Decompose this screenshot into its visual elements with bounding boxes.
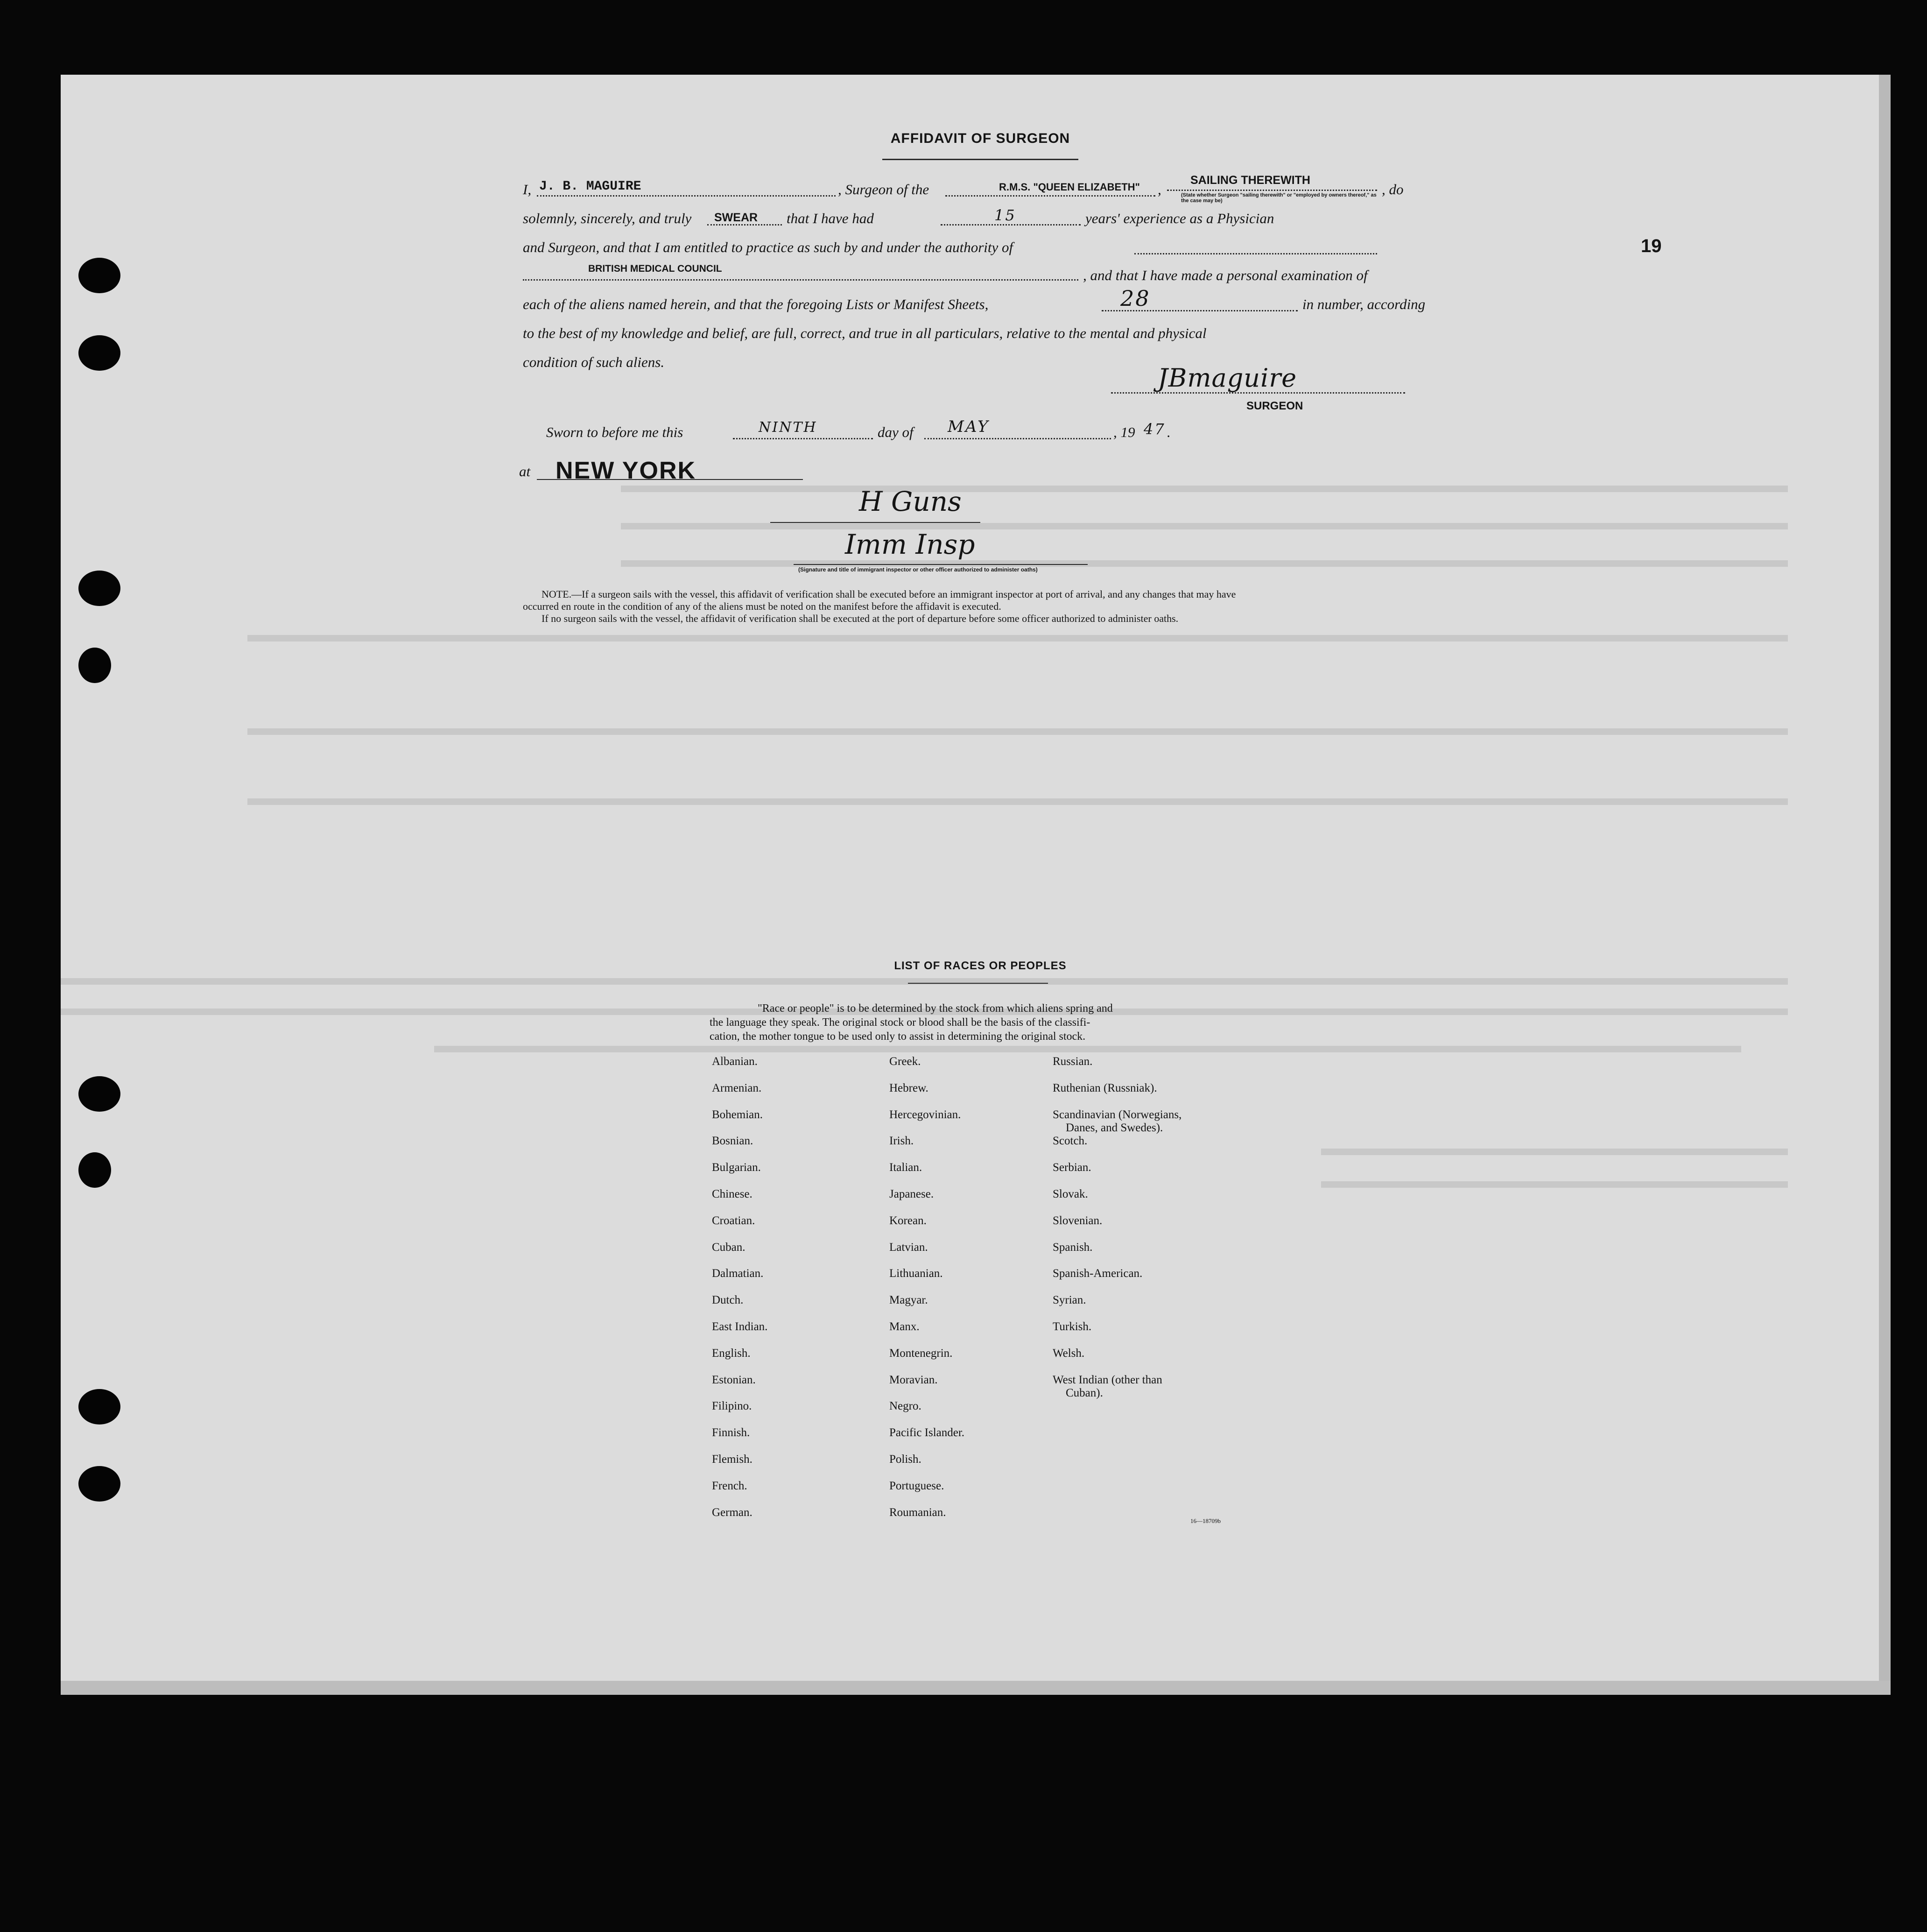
- line1-do: , do: [1382, 181, 1404, 197]
- race-item: Latvian.: [889, 1241, 928, 1254]
- note-line2: occurred en route in the condition of any of the aliens must be noted on the manifest before the affidavit is executed.: [523, 600, 1001, 612]
- years-experience: 15: [994, 206, 1016, 224]
- race-item: Polish.: [889, 1453, 921, 1466]
- inspector-caption-line: [794, 564, 1088, 565]
- sailing-status-line: [1167, 190, 1377, 191]
- inspector-caption: (Signature and title of immigrant inspector or other officer authorized to administer oaths): [798, 566, 1038, 573]
- manifest-page: [61, 75, 1879, 1681]
- sworn-month: MAY: [948, 417, 990, 436]
- manifest-sheet-count: 28: [1120, 286, 1151, 311]
- at-label: at: [519, 463, 531, 479]
- race-item: Moravian.: [889, 1373, 938, 1386]
- sailing-note: (State whether Surgeon "sailing therewith" or "employed by owners thereof," as the case may be): [1181, 192, 1377, 204]
- race-item: Cuban.: [712, 1241, 745, 1254]
- race-item: Filipino.: [712, 1400, 752, 1413]
- binding-hole: [78, 335, 120, 371]
- sworn-day-line: [733, 438, 873, 439]
- race-item: Croatian.: [712, 1214, 755, 1227]
- races-title: LIST OF RACES OR PEOPLES: [894, 959, 1067, 972]
- race-item: Scandinavian (Norwegians,: [1053, 1108, 1182, 1121]
- binding-hole: [78, 571, 120, 606]
- race-item: German.: [712, 1506, 753, 1519]
- race-item: Negro.: [889, 1400, 921, 1413]
- place-line: [537, 479, 803, 480]
- bleed-through-row: [1321, 1181, 1788, 1188]
- surgeon-label: SURGEON: [1246, 400, 1303, 412]
- inspector-signature-line: [770, 522, 980, 523]
- race-item: Portuguese.: [889, 1479, 944, 1492]
- bleed-through-row: [1321, 1149, 1788, 1155]
- sworn-label: Sworn to before me this: [546, 424, 683, 440]
- race-item: Greek.: [889, 1055, 921, 1068]
- note-line3: If no surgeon sails with the vessel, the affidavit of verification shall be executed at the port of departure before some officer authorized to administer oaths.: [542, 613, 1179, 624]
- line2-experience: years' experience as a Physician: [1085, 210, 1274, 226]
- race-item: Ruthenian (Russniak).: [1053, 1081, 1157, 1094]
- surgeon-signature: JBmaguire: [1158, 363, 1297, 393]
- sworn-year-suffix: 47: [1144, 420, 1166, 438]
- race-item: Cuban).: [1066, 1387, 1103, 1400]
- line5-text: each of the aliens named herein, and that the foregoing Lists or Manifest Sheets,: [523, 296, 989, 312]
- surgeon-of-label: , Surgeon of the: [838, 181, 929, 197]
- race-item: Japanese.: [889, 1188, 934, 1200]
- line1-i: I,: [523, 181, 532, 197]
- authority-line-start: [1134, 253, 1377, 254]
- binding-hole: [78, 648, 111, 683]
- race-item: East Indian.: [712, 1320, 768, 1333]
- sworn-day-of: day of: [878, 424, 914, 440]
- inspector-signature-title: Imm Insp: [845, 529, 975, 560]
- inspector-signature-name: H Guns: [859, 486, 962, 517]
- bleed-through-row: [621, 523, 1788, 529]
- sworn-year-prefix: , 19: [1113, 424, 1135, 440]
- binding-hole: [78, 1389, 120, 1424]
- race-item: Albanian.: [712, 1055, 758, 1068]
- surgeon-name: J. B. MAGUIRE: [539, 179, 641, 194]
- binding-hole: [78, 1152, 111, 1188]
- ship-name-line: [945, 195, 1155, 197]
- form-number: 16—18709b: [1190, 1517, 1221, 1524]
- race-item: Turkish.: [1053, 1320, 1092, 1333]
- line5-after: in number, according: [1302, 296, 1426, 312]
- bleed-through-row: [621, 560, 1788, 567]
- sheet-count-line: [1102, 310, 1298, 311]
- races-intro-1: "Race or people" is to be determined by the stock from which aliens spring and: [758, 1002, 1113, 1015]
- binding-hole: [78, 1076, 120, 1112]
- race-item: Italian.: [889, 1161, 922, 1174]
- page-edge-right: [1879, 75, 1891, 1690]
- bleed-through-row: [434, 1046, 1741, 1052]
- races-intro-2: the language they speak. The original stock or blood shall be the basis of the classifi-: [710, 1016, 1090, 1029]
- race-item: Korean.: [889, 1214, 927, 1227]
- surgeon-name-line: [537, 195, 836, 197]
- line7-text: condition of such aliens.: [523, 354, 665, 370]
- race-item: Scotch.: [1053, 1135, 1088, 1148]
- race-item: Montenegrin.: [889, 1347, 953, 1360]
- oath-type: SWEAR: [714, 211, 758, 224]
- oath-type-line: [707, 224, 782, 226]
- sailing-status: SAILING THEREWITH: [1190, 174, 1310, 187]
- race-item: Lithuanian.: [889, 1267, 943, 1280]
- race-item: Roumanian.: [889, 1506, 946, 1519]
- surgeon-signature-line: [1111, 392, 1405, 394]
- page-edge-bottom: [61, 1681, 1891, 1695]
- title-underline: [882, 159, 1078, 160]
- race-item: Hebrew.: [889, 1081, 928, 1094]
- sworn-day: NINTH: [759, 419, 817, 436]
- race-item: West Indian (other than: [1053, 1373, 1162, 1386]
- line2-solemnly: solemnly, sincerely, and truly: [523, 210, 692, 226]
- line2-that-had: that I have had: [787, 210, 874, 226]
- race-item: Irish.: [889, 1135, 914, 1148]
- race-item: Magyar.: [889, 1294, 928, 1307]
- race-item: Danes, and Swedes).: [1066, 1121, 1163, 1135]
- race-item: Spanish-American.: [1053, 1267, 1143, 1280]
- line4-text: , and that I have made a personal examination of: [1083, 267, 1368, 283]
- race-item: Bulgarian.: [712, 1161, 761, 1174]
- race-item: Spanish.: [1053, 1241, 1093, 1254]
- line6-text: to the best of my knowledge and belief, are full, correct, and true in all particulars, relative to the mental and physical: [523, 325, 1207, 341]
- race-item: Dalmatian.: [712, 1267, 764, 1280]
- race-item: Russian.: [1053, 1055, 1093, 1068]
- race-item: French.: [712, 1479, 747, 1492]
- bleed-through-row: [247, 635, 1788, 642]
- line1-comma: ,: [1158, 181, 1161, 197]
- bleed-through-row: [247, 728, 1788, 735]
- place-stamp: NEW YORK: [556, 457, 696, 484]
- race-item: Estonian.: [712, 1373, 756, 1386]
- licensing-authority: BRITISH MEDICAL COUNCIL: [588, 263, 722, 274]
- race-item: Bohemian.: [712, 1108, 763, 1121]
- race-item: English.: [712, 1347, 751, 1360]
- page-number: 19: [1641, 236, 1662, 256]
- race-item: Chinese.: [712, 1188, 753, 1200]
- years-line: [941, 224, 1081, 226]
- race-item: Bosnian.: [712, 1135, 753, 1148]
- binding-hole: [78, 1466, 120, 1502]
- races-title-underline: [908, 983, 1048, 984]
- sworn-month-line: [924, 438, 1111, 439]
- note-line1: NOTE.—If a surgeon sails with the vessel, this affidavit of verification shall be executed before an immigrant inspector at port of arrival, and any changes that may have: [542, 588, 1236, 600]
- race-item: Armenian.: [712, 1081, 762, 1094]
- line3-text: and Surgeon, and that I am entitled to practice as such by and under the authority of: [523, 239, 1013, 255]
- licensing-authority-line: [523, 279, 1078, 281]
- bleed-through-row: [621, 486, 1788, 492]
- race-item: Slovak.: [1053, 1188, 1088, 1200]
- binding-hole: [78, 258, 120, 293]
- race-item: Finnish.: [712, 1426, 750, 1439]
- race-item: Manx.: [889, 1320, 920, 1333]
- race-item: Syrian.: [1053, 1294, 1086, 1307]
- bleed-through-row: [247, 798, 1788, 805]
- race-item: Dutch.: [712, 1294, 744, 1307]
- race-item: Welsh.: [1053, 1347, 1085, 1360]
- race-item: Hercegovinian.: [889, 1108, 961, 1121]
- race-item: Flemish.: [712, 1453, 753, 1466]
- race-item: Slovenian.: [1053, 1214, 1103, 1227]
- affidavit-title: AFFIDAVIT OF SURGEON: [890, 131, 1070, 146]
- ship-name: R.M.S. "QUEEN ELIZABETH": [999, 181, 1140, 193]
- sworn-end: .: [1167, 424, 1171, 440]
- race-item: Serbian.: [1053, 1161, 1091, 1174]
- races-intro-3: cation, the mother tongue to be used only to assist in determining the original stock.: [710, 1030, 1086, 1043]
- race-item: Pacific Islander.: [889, 1426, 965, 1439]
